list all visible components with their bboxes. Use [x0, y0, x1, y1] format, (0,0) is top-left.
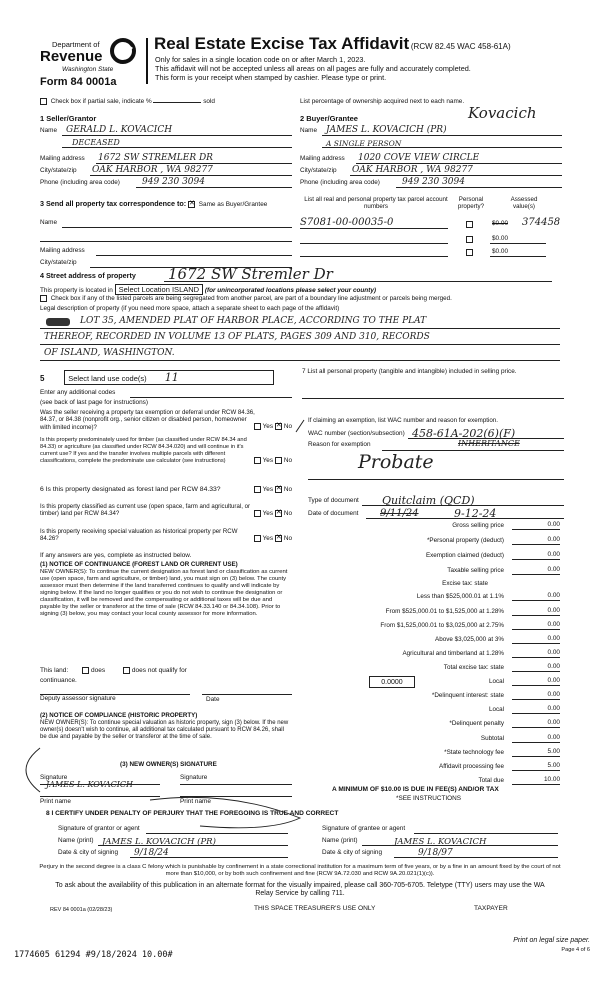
land-use-code: 11: [164, 371, 179, 384]
same-as-buyer-label: Same as Buyer/Grantee: [198, 201, 268, 208]
total-excise-value[interactable]: 0.00: [512, 663, 560, 672]
street-address-row: 4 Street address of property 1672 SW Stremler Dr: [40, 266, 552, 282]
s3-city-row: City/state/zip: [40, 256, 292, 268]
q2-no-checkbox[interactable]: [275, 457, 282, 464]
grantor-date-row: Date & city of signing 9/18/24: [58, 846, 288, 858]
doc-type-value[interactable]: Quitclaim (QCD): [382, 493, 475, 507]
does-checkbox[interactable]: [82, 667, 89, 674]
parcel-col-header: List all real and personal property tax parcel account numbers: [304, 196, 448, 211]
partial-sale-row: [40, 98, 215, 106]
personal-checkbox-2[interactable]: [466, 236, 473, 243]
buyer-phone-value[interactable]: 949 230 3094: [402, 177, 465, 188]
buyer-mailing-label: Mailing address: [300, 155, 345, 163]
grantee-name-row: Name (print) JAMES L. KOVACICH: [322, 834, 558, 846]
sold-label: sold: [203, 98, 215, 106]
header-divider: [146, 38, 148, 84]
page-number: Page 4 of 6: [561, 947, 590, 953]
seller-mailing-value[interactable]: 1672 SW STREMLER DR: [98, 153, 213, 164]
seller-mailing-label: Mailing address: [40, 155, 85, 163]
section5-q2: Is this property predominately used for timber (as classified under RCW 84.34 and 84.33) or agriculture (as classified under RCW 84.34.020) and will continue in it's current use? If yes and the transfer involves multiple parcels with different classifications, complete the predominate use calculator (see instructions) Yes No: [40, 437, 292, 464]
reason-value[interactable]: Probate: [358, 451, 434, 473]
s6q1-yes-checkbox[interactable]: [254, 486, 261, 493]
local-rate-box[interactable]: 0.0000: [369, 676, 415, 688]
scribble-mark: [46, 318, 70, 326]
uninc-note: (for unincorporated locations please select your county): [204, 287, 377, 294]
s3-blank-row: [40, 230, 292, 242]
section6-q3: Is this property receiving special valuation as historical property per RCW 84.26? Yes ✕ No: [40, 528, 292, 543]
parcel-number-1[interactable]: S7081-00-00035-0: [300, 217, 394, 228]
parcel-row-2: [300, 232, 565, 244]
section8-head: 8 I CERTIFY UNDER PENALTY OF PERJURY THAT THE FOREGOING IS TRUE AND CORRECT: [46, 810, 339, 817]
q2-yes-checkbox[interactable]: [254, 457, 261, 464]
seller-name2-row: [62, 136, 292, 148]
buyer-mailing-value[interactable]: 1020 COVE VIEW CIRCLE: [358, 153, 480, 164]
grantee-date-value[interactable]: 9/18/97: [418, 848, 453, 859]
q1-yes-checkbox[interactable]: [254, 423, 261, 430]
buyer-heading: 2 Buyer/Grantee: [300, 114, 358, 123]
seller-heading: 1 Seller/Grantor: [40, 114, 97, 123]
buyer-name-label: Name: [300, 127, 318, 135]
dept-small: Department of: [52, 40, 100, 49]
notice1-head: (1) NOTICE OF CONTINUANCE (FOREST LAND OR CURRENT USE): [40, 561, 238, 568]
parcel-row-3: [300, 245, 565, 257]
new-owner-signature[interactable]: JAMES L. KOVACICH: [46, 780, 134, 789]
minimum-note: A MINIMUM OF $10.00 IS DUE IN FEE(S) AND/OR TAX: [332, 786, 499, 793]
exemption-label: Exemption claimed (deduct): [425, 552, 504, 559]
total-due-label: Total due: [478, 777, 504, 784]
land-use-select[interactable]: Select land use code(s) 11: [64, 370, 274, 385]
q1-no-checkbox[interactable]: [275, 423, 282, 430]
alt-format-text: To ask about the availability of this publication in an alternate format for the visually impaired, please call 360-705-6705. Teletype (TTY) users may use the WA Relay Service by calling 711.: [55, 882, 545, 898]
assessed-value-2[interactable]: $0.00: [492, 235, 508, 243]
personal-label: *Personal property (deduct): [426, 537, 504, 544]
buyer-name2-value[interactable]: A SINGLE PERSON: [326, 139, 402, 148]
local-label: Local: [488, 678, 504, 685]
notice1-body: NEW OWNER(S): To continue the current designation as forest land or classification as current use (open space, farm and agriculture, or timber) land, you must sign on (3) below. The county assessor must then determine if the land transferred continues to qualify and will indicate by signing below. If the land no longer qualifies or you do not wish to continue the designation or classification, it will be removed and the compensating or additional taxes will be due and payable by the seller or transferor at the time of sale (RCW 84.33.140 or 84.34.108). Prior to signing (3) below, you may contact your local county assessor for more information.: [40, 569, 288, 618]
seller-name2-value[interactable]: DECEASED: [72, 138, 120, 148]
section5-q1: Was the seller receiving a property tax exemption or deferral under RCW 84.36, 84.37, or 84.38 (nonprofit org., senior citizen or disabled person, homeowner with limited income)? Yes ✕ No: [40, 409, 292, 431]
delinq-local-label: Local: [488, 706, 504, 713]
form-title: [154, 34, 511, 54]
seller-mailing-row: [40, 152, 292, 164]
local-value[interactable]: 0.00: [512, 677, 560, 686]
total-excise-label: Total excise tax: state: [443, 664, 504, 671]
delinq-penalty-label: *Delinquent penalty: [449, 720, 504, 727]
wac-row: WAC number (section/subsection) 458-61A-202(6)(F): [308, 427, 564, 439]
section7-head: 7 List all personal property (tangible and intangible) included in selling price.: [302, 368, 517, 375]
partial-sale-checkbox[interactable]: [40, 98, 47, 105]
see-back: (see back of last page for instructions): [40, 399, 148, 406]
gross-value[interactable]: 0.00: [512, 521, 560, 530]
buyer-city-label: City/state/zip: [300, 167, 337, 175]
grantor-date-value[interactable]: 9/18/24: [134, 848, 169, 859]
see-instructions: *SEE INSTRUCTIONS: [396, 795, 461, 802]
rev-label: REV 84 0001a (02/28/23): [50, 907, 113, 913]
grantee-sig-row: Signature of grantee or agent: [322, 822, 558, 834]
total-due-value[interactable]: 10.00: [512, 776, 560, 785]
taxpayer-label: TAXPAYER: [474, 905, 508, 912]
proc-fee-value[interactable]: 5.00: [512, 762, 560, 771]
doc-type-row: Type of document Quitclaim (QCD): [308, 494, 564, 506]
seller-name-row: [40, 124, 292, 136]
buyer-name-top: Kovacich: [468, 104, 537, 122]
state-label: Washington State: [62, 66, 114, 73]
section6-q1: 6 Is this property designated as forest land per RCW 84.33? Yes ✕ No: [40, 486, 292, 494]
seller-phone-label: Phone (including area code): [40, 179, 120, 187]
section5-row: 5 Select land use code(s) 11: [40, 370, 274, 385]
additional-codes-row: Enter any additional codes: [40, 388, 292, 398]
seller-name-value[interactable]: GERALD L. KOVACICH: [66, 125, 173, 136]
dept-big: Revenue: [40, 48, 103, 65]
revenue-swoosh-icon: [110, 38, 136, 64]
taxable-value[interactable]: 0.00: [512, 566, 560, 575]
subtotal-label: Subtotal: [480, 735, 504, 742]
grantor-sig-row: Signature of grantor or agent: [58, 822, 288, 834]
taxable-label: Taxable selling price: [447, 567, 504, 574]
delinq-interest-value[interactable]: 0.00: [512, 691, 560, 700]
excise-state-label: Excise tax: state: [442, 580, 488, 587]
sig3-head: (3) NEW OWNER(S) SIGNATURE: [120, 761, 217, 768]
notice-1: Only for sales in a single location code on or after March 1, 2023.: [155, 55, 366, 64]
subtotal-value[interactable]: 0.00: [512, 734, 560, 743]
buyer-name2-row: [322, 136, 562, 148]
new-owner-sig-row: JAMES L. KOVACICH Signature Signature Print name Print name: [40, 772, 292, 800]
buyer-name-row: [300, 124, 562, 136]
assessed-col-header: Assessed value(s): [510, 196, 538, 211]
personal-col-header: Personal property?: [457, 196, 485, 211]
buyer-city-value[interactable]: OAK HARBOR , WA 98277: [352, 165, 473, 176]
assessed-struck-1: $0.00: [492, 220, 508, 228]
gross-label: Gross selling price: [452, 522, 504, 529]
notice2-body: NEW OWNER(S): To continue special valuation as historic property, sign (3) below. If the new owner(s) doesn't wish to continue, all additional tax calculated pursuant to RCW 84.26, shall be due and payable by the seller or transferor at the time of sale.: [40, 720, 289, 741]
personal-checkbox-1[interactable]: [466, 221, 473, 228]
form-number: Form 84 0001a: [40, 76, 117, 88]
assessed-value-1[interactable]: 374458: [522, 217, 561, 228]
tech-fee-label: *State technology fee: [444, 749, 504, 756]
legal-line-3[interactable]: OF ISLAND, WASHINGTON.: [44, 348, 175, 358]
section3-heading: 3 Send all property tax correspondence to: ✕ Same as Buyer/Grantee: [40, 200, 267, 209]
seller-city-row: [40, 164, 292, 176]
grantor-name-row: Name (print) JAMES L. KOVACICH (PR): [58, 834, 288, 846]
tier4-value[interactable]: 0.00: [512, 635, 560, 644]
agri-label: Agricultural and timberland at 1.28%: [402, 650, 504, 657]
ownership-note: List percentage of ownership acquired next to each name.: [300, 98, 465, 105]
title-text: Real Estate Excise Tax Affidavit: [154, 34, 410, 53]
seller-city-label: City/state/zip: [40, 167, 77, 175]
doc-date-struck: 9/11/24: [380, 508, 419, 519]
buyer-city-row: [300, 164, 562, 176]
perjury-text: Perjury in the second degree is a class C felony which is punishable by confinement in a state correctional institution for a maximum term of five years, or by a fine in an amount fixed by the court of not more than $10,000, or by both such confinement and fine (RCW 9A.72.030 and RCW 9A.20.021(1)(c)).: [39, 864, 561, 878]
location-row: This property is located in Select Location ISLAND (for unincorporated locations please select your county): [40, 285, 377, 294]
reason-struck: INHERITANCE: [458, 439, 520, 448]
exemption-value[interactable]: 0.00: [512, 551, 560, 560]
s6q2-yes-checkbox[interactable]: [254, 510, 261, 517]
tier3-label: From $1,525,000.01 to $3,025,000 at 2.75%: [380, 622, 504, 629]
seller-phone-row: [40, 176, 292, 188]
s6q3-yes-checkbox[interactable]: [254, 535, 261, 542]
s3-mailing-row: Mailing address: [40, 244, 292, 256]
buyer-phone-label: Phone (including area code): [300, 179, 380, 187]
land-qualify-row: This land: does does not qualify for: [40, 667, 187, 675]
agri-value[interactable]: 0.00: [512, 649, 560, 658]
buyer-mailing-row: [300, 152, 562, 164]
dor-logo: [36, 38, 140, 92]
delinq-penalty-value[interactable]: 0.00: [512, 719, 560, 728]
street-address-value[interactable]: 1672 SW Stremler Dr: [168, 265, 333, 283]
personal-value[interactable]: 0.00: [512, 536, 560, 545]
check-mark-icon: [296, 420, 304, 432]
tech-fee-value[interactable]: 5.00: [512, 748, 560, 757]
tier4-label: Above $3,025,000 at 3%: [435, 636, 504, 643]
reason-row: Reason for exemption INHERITANCE Probate: [308, 441, 564, 471]
notice-3: This form is your receipt when stamped by cashier. Please type or print.: [155, 73, 387, 82]
tier1-label: Less than $525,000.01 at 1.1%: [416, 593, 504, 600]
buyer-name-value[interactable]: JAMES L. KOVACICH (PR): [326, 125, 447, 136]
parcel-row-1: [300, 216, 565, 229]
treasurer-label: THIS SPACE TREASURER'S USE ONLY: [254, 905, 376, 912]
seller-city-value[interactable]: OAK HARBOR , WA 98277: [92, 165, 213, 176]
tier2-label: From $525,000.01 to $1,525,000 at 1.28%: [385, 608, 504, 615]
notice-2: This affidavit will not be accepted unless all areas on all pages are fully and accurately completed.: [155, 64, 471, 73]
legal-label: Legal description of property (if you need more space, attach a separate sheet to each page of the affidavit): [40, 305, 340, 312]
brace-mark-icon: [26, 748, 40, 792]
assessed-value-3[interactable]: $0.00: [492, 248, 508, 256]
deputy-row: Deputy assessor signature Date: [40, 694, 292, 703]
does-not-checkbox[interactable]: [123, 667, 130, 674]
s6q2-no-checkbox[interactable]: [275, 510, 282, 517]
grantee-date-row: Date & city of signing 9/18/97: [322, 846, 558, 858]
proc-fee-label: Affidavit processing fee: [439, 763, 504, 770]
seller-phone-value[interactable]: 949 230 3094: [142, 177, 205, 188]
grantor-name-value[interactable]: JAMES L. KOVACICH (PR): [102, 836, 216, 847]
partial-sale-label: Check box if partial sale, indicate %: [50, 98, 152, 106]
grantee-name-value[interactable]: JAMES L. KOVACICH: [394, 836, 487, 847]
personal-checkbox-3[interactable]: [466, 249, 473, 256]
legal-paper-note: Print on legal size paper.: [513, 937, 590, 944]
section6-q2: Is this property classified as current use (open space, farm and agricultural, or timber) land per RCW 84.34? Yes ✕ No: [40, 503, 292, 518]
delinq-local-value[interactable]: 0.00: [512, 705, 560, 714]
exemption-claim: If claiming an exemption, list WAC number and reason for exemption.: [308, 417, 498, 424]
tier3-value[interactable]: 0.00: [512, 621, 560, 630]
tier1-value[interactable]: 0.00: [512, 592, 560, 601]
segregated-row: Check box if any of the listed parcels are being segregated from another parcel, are part of a boundary line adjustment or parcels being merged.: [40, 295, 452, 303]
s6q1-no-checkbox[interactable]: [275, 486, 282, 493]
segregated-checkbox[interactable]: [40, 295, 47, 302]
same-as-buyer-checkbox[interactable]: [188, 201, 195, 208]
notice2-head: (2) NOTICE OF COMPLIANCE (HISTORIC PROPERTY): [40, 712, 198, 719]
legal-line-2[interactable]: THEREOF, RECORDED IN VOLUME 13 OF PLATS, PAGES 309 AND 310, RECORDS: [44, 332, 430, 342]
s6q3-no-checkbox[interactable]: [275, 535, 282, 542]
legal-box: [40, 314, 560, 364]
tier2-value[interactable]: 0.00: [512, 607, 560, 616]
delinq-interest-label: *Delinquent interest: state: [431, 692, 504, 699]
recording-stamp: 1774605 61294 #9/18/2024 10.00#: [14, 950, 173, 960]
continuance-label: continuance.: [40, 677, 77, 684]
legal-line-1[interactable]: LOT 35, AMENDED PLAT OF HARBOR PLACE, ACCORDING TO THE PLAT: [80, 316, 427, 326]
doc-date-value[interactable]: 9-12-24: [454, 506, 497, 520]
if-any: If any answers are yes, complete as instructed below.: [40, 552, 192, 559]
rcw-text: (RCW 82.45 WAC 458-61A): [410, 42, 511, 51]
doc-date-row: Date of document 9/11/24 9-12-24: [308, 507, 564, 519]
s3-name-row: Name: [40, 216, 292, 228]
location-select[interactable]: Select Location ISLAND: [115, 284, 203, 295]
buyer-phone-row: [300, 176, 562, 188]
wac-value[interactable]: 458-61A-202(6)(F): [412, 426, 516, 440]
seller-name-label: Name: [40, 127, 58, 135]
